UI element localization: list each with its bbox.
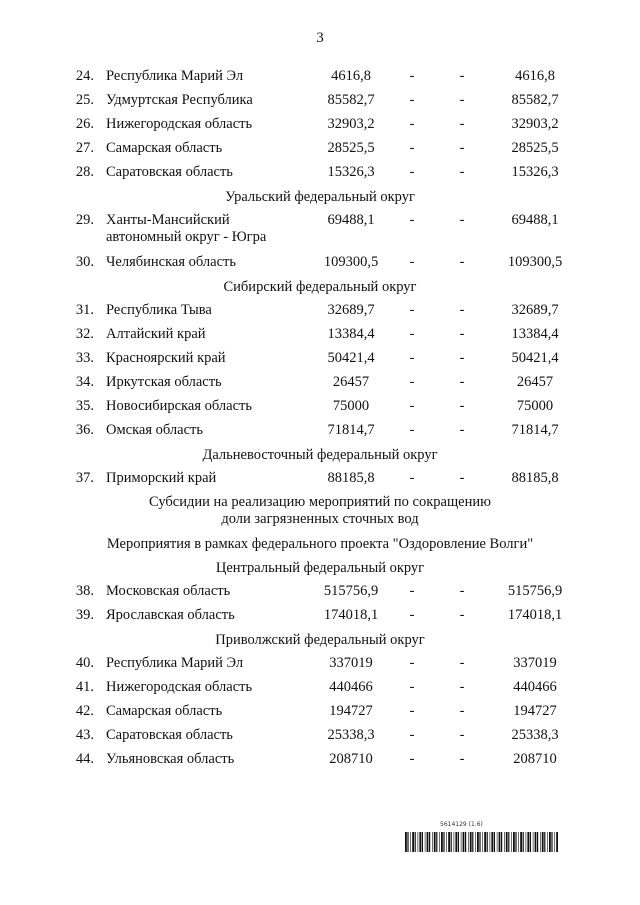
section-heading: Уральский федеральный округ [225,189,415,205]
value-col4: 69488,1 [511,212,559,228]
value-col3: - [459,422,465,438]
value-total: 75000 [332,398,370,414]
region-name: Саратовская область [106,727,233,743]
row-number: 26. [75,116,94,132]
value-col3: - [459,470,465,486]
row-number: 24. [75,68,94,84]
value-total: 50421,4 [327,350,375,366]
value-col4: 32689,7 [511,302,559,318]
row-number: 28. [75,164,94,180]
value-col3: - [459,751,465,767]
value-total: 208710 [329,751,373,767]
value-col4: 337019 [513,655,557,671]
value-col2: - [409,302,415,318]
value-total: 32689,7 [327,302,375,318]
value-col4: 26457 [516,374,554,390]
value-col3: - [459,583,465,599]
table-row [0,210,640,252]
value-col2: - [409,751,415,767]
row-number: 27. [75,140,94,156]
value-total: 194727 [329,703,373,719]
value-col4: 85582,7 [511,92,559,108]
value-total: 32903,2 [327,116,375,132]
value-col2: - [409,703,415,719]
value-col2: - [409,679,415,695]
value-col3: - [459,212,465,228]
value-col4: 15326,3 [511,164,559,180]
value-total: 15326,3 [327,164,375,180]
row-number: 43. [75,727,94,743]
value-total: 28525,5 [327,140,375,156]
value-col4: 4616,8 [515,68,555,84]
value-col2: - [409,116,415,132]
section-heading: Сибирский федеральный округ [223,279,417,295]
subsidy-table [0,66,640,773]
value-col2: - [409,655,415,671]
region-name: Самарская область [106,703,223,719]
value-col3: - [459,607,465,623]
value-col3: - [459,140,465,156]
value-col4: 75000 [516,398,554,414]
row-number: 37. [75,470,94,486]
value-col4: 25338,3 [511,727,559,743]
row-number: 34. [75,374,94,390]
table-row [0,300,640,324]
table-row [0,396,640,420]
table-row [0,90,640,114]
region-name: Иркутская область [106,374,222,390]
value-col3: - [459,254,465,270]
row-number: 39. [75,607,94,623]
value-total: 88185,8 [327,470,375,486]
value-total: 515756,9 [323,583,379,599]
region-name: Новосибирская область [106,398,252,414]
row-number: 41. [75,679,94,695]
value-total: 174018,1 [323,607,379,623]
value-col4: 109300,5 [507,254,563,270]
region-name: Красноярский край [106,350,226,366]
value-col4: 174018,1 [507,607,563,623]
value-col4: 50421,4 [511,350,559,366]
table-row [0,468,640,492]
barcode [405,832,558,852]
region-name: Челябинская область [106,254,236,270]
row-number: 42. [75,703,94,719]
value-col3: - [459,703,465,719]
table-row [0,252,640,276]
region-name: Ханты-Мансийский автономный округ - Югра [106,212,267,245]
value-total: 4616,8 [331,68,371,84]
value-col4: 208710 [513,751,557,767]
table-row [0,653,640,677]
row-number: 31. [75,302,94,318]
section-heading: Центральный федеральный округ [215,560,425,576]
section-heading: Дальневосточный федеральный округ [202,447,438,463]
table-row [0,138,640,162]
table-row [0,324,640,348]
row-number: 30. [75,254,94,270]
table-row [0,372,640,396]
row-number: 32. [75,326,94,342]
value-col3: - [459,655,465,671]
row-number: 44. [75,751,94,767]
value-col3: - [459,92,465,108]
row-number: 38. [75,583,94,599]
region-name: Приморский край [106,470,217,486]
table-row [0,701,640,725]
value-col2: - [409,326,415,342]
value-col2: - [409,607,415,623]
table-row [0,605,640,629]
region-name: Самарская область [106,140,223,156]
region-name: Ярославская область [106,607,235,623]
table-row [0,348,640,372]
value-col2: - [409,212,415,228]
value-col2: - [409,92,415,108]
value-col4: 71814,7 [511,422,559,438]
value-col4: 440466 [513,679,557,695]
value-total: 13384,4 [327,326,375,342]
value-total: 85582,7 [327,92,375,108]
region-name: Омская область [106,422,203,438]
value-col3: - [459,679,465,695]
value-col2: - [409,398,415,414]
row-number: 36. [75,422,94,438]
region-name: Удмуртская Республика [106,92,253,108]
value-col4: 194727 [513,703,557,719]
row-number: 33. [75,350,94,366]
row-number: 40. [75,655,94,671]
value-total: 26457 [332,374,370,390]
region-name: Республика Тыва [106,302,212,318]
value-col2: - [409,422,415,438]
section-heading: Мероприятия в рамках федерального проекта "Оздоровление Волги" [106,536,534,552]
barcode-label: 5614129 (1.6) [440,821,483,828]
value-col3: - [459,164,465,180]
value-col2: - [409,350,415,366]
value-col3: - [459,727,465,743]
value-total: 25338,3 [327,727,375,743]
value-col4: 515756,9 [507,583,563,599]
section-paragraph: Субсидии на реализацию мероприятий по сокращению доли загрязненных сточных вод [149,494,491,527]
value-total: 71814,7 [327,422,375,438]
value-total: 69488,1 [327,212,375,228]
table-row [0,677,640,701]
region-name: Нижегородская область [106,679,253,695]
value-col4: 13384,4 [511,326,559,342]
value-col3: - [459,326,465,342]
region-name: Республика Марий Эл [106,68,244,84]
value-col3: - [459,374,465,390]
value-col2: - [409,140,415,156]
row-number: 35. [75,398,94,414]
table-row [0,581,640,605]
value-col2: - [409,68,415,84]
table-row [0,749,640,773]
value-col2: - [409,727,415,743]
value-col4: 88185,8 [511,470,559,486]
value-total: 440466 [329,679,373,695]
page-number: 3 [316,30,324,46]
row-number: 25. [75,92,94,108]
value-col4: 28525,5 [511,140,559,156]
value-col3: - [459,68,465,84]
value-col2: - [409,164,415,180]
region-name: Нижегородская область [106,116,253,132]
table-row [0,725,640,749]
value-col4: 32903,2 [511,116,559,132]
value-col2: - [409,583,415,599]
region-name: Ульяновская область [106,751,235,767]
value-total: 337019 [329,655,373,671]
value-col3: - [459,116,465,132]
value-col2: - [409,254,415,270]
value-col3: - [459,350,465,366]
value-total: 109300,5 [323,254,379,270]
value-col3: - [459,302,465,318]
region-name: Республика Марий Эл [106,655,244,671]
row-number: 29. [75,212,94,228]
section-heading: Приволжский федеральный округ [215,632,425,648]
region-name: Саратовская область [106,164,233,180]
value-col2: - [409,470,415,486]
region-name: Алтайский край [106,326,206,342]
value-col3: - [459,398,465,414]
region-name: Московская область [106,583,231,599]
table-row [0,420,640,444]
value-col2: - [409,374,415,390]
table-row [0,66,640,90]
table-row [0,114,640,138]
table-row [0,162,640,186]
